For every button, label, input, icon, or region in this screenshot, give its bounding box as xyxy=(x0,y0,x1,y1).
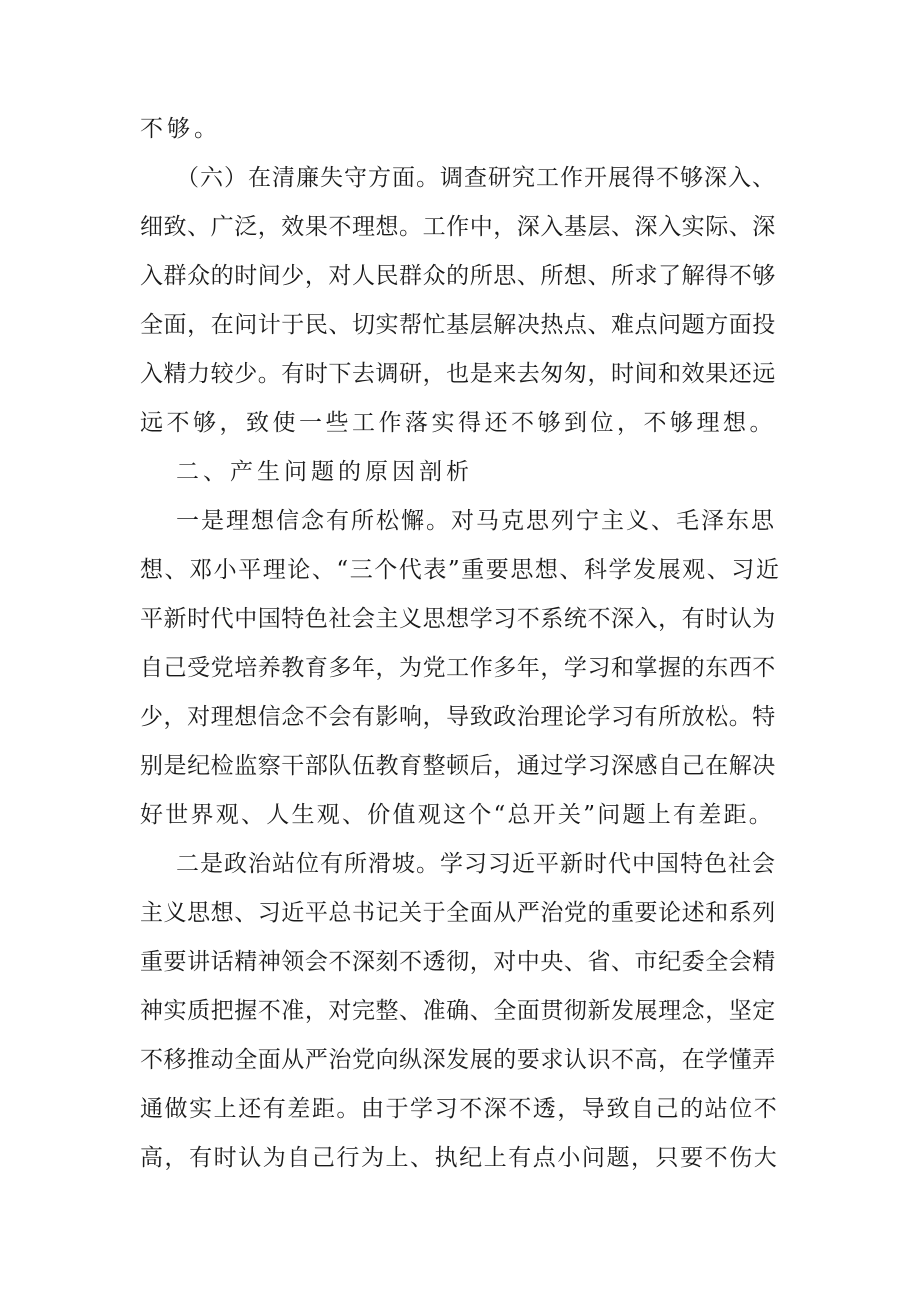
text-line-11: 平新时代中国特色社会主义思想学习不系统不深入，有时认为 xyxy=(140,606,776,632)
text-line-4: 入群众的时间少，对人民群众的所思、所想、所求了解得不够 xyxy=(140,263,776,289)
text-line-22: 高，有时认为自己行为上、执纪上有点小问题，只要不伤大 xyxy=(140,1145,779,1171)
text-line-10: 想、邓小平理论、“三个代表”重要思想、科学发展观、习近 xyxy=(140,557,781,583)
text-line-13: 少，对理想信念不会有影响，导致政治理论学习有所放松。特 xyxy=(140,704,776,730)
text-line-12: 自己受党培养教育多年，为党工作多年，学习和掌握的东西不 xyxy=(140,655,776,681)
text-line-18: 重要讲话精神领会不深刻不透彻，对中央、省、市纪委全会精 xyxy=(140,949,776,975)
text-line-17: 主义思想、习近平总书记关于全面从严治党的重要论述和系列 xyxy=(140,900,776,926)
text-line-16: 二是政治站位有所滑坡。学习习近平新时代中国特色社会 xyxy=(176,851,776,877)
text-line-7: 远不够，致使一些工作落实得还不够到位，不够理想。 xyxy=(140,410,776,436)
text-line-3: 细致、广泛，效果不理想。工作中，深入基层、深入实际、深 xyxy=(140,214,776,240)
text-line-2: （六）在清廉失守方面。调查研究工作开展得不够深入、 xyxy=(176,165,776,191)
text-line-1: 不够。 xyxy=(140,116,221,142)
text-line-15: 好世界观、人生观、价值观这个“总开关”问题上有差距。 xyxy=(140,802,775,828)
section-heading: 二、产生问题的原因剖析 xyxy=(176,459,473,485)
text-line-6: 入精力较少。有时下去调研，也是来去匆匆，时间和效果还远 xyxy=(140,361,776,387)
text-line-9: 一是理想信念有所松懈。对马克思列宁主义、毛泽东思 xyxy=(176,508,776,534)
text-line-19: 神实质把握不准，对完整、准确、全面贯彻新发展理念，坚定 xyxy=(140,998,776,1024)
text-line-20: 不移推动全面从严治党向纵深发展的要求认识不高，在学懂弄 xyxy=(140,1047,776,1073)
text-line-5: 全面，在问计于民、切实帮忙基层解决热点、难点问题方面投 xyxy=(140,312,776,338)
text-line-14: 别是纪检监察干部队伍教育整顿后，通过学习深感自己在解决 xyxy=(140,753,776,779)
text-line-21: 通做实上还有差距。由于学习不深不透，导致自己的站位不 xyxy=(140,1096,779,1122)
